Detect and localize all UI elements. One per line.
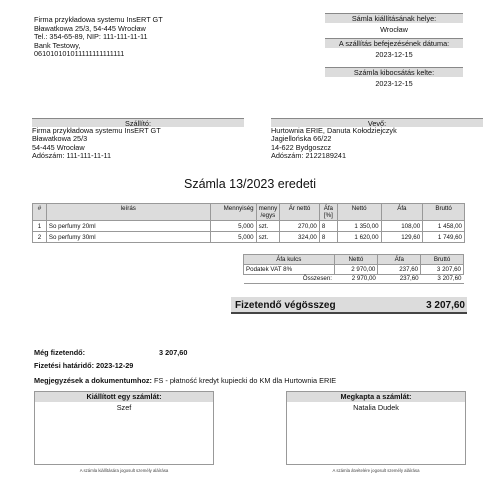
- vat-col-net: Nettó: [334, 255, 378, 265]
- col-header-no: #: [33, 204, 47, 221]
- vat-col-vat: Áfa: [378, 255, 421, 265]
- vat-col-rate: Áfa kulcs: [244, 255, 335, 265]
- seller-tax-id: Adószám: 111-111-11-11: [32, 151, 112, 161]
- vat-rate-name: Podatek VAT 8%: [244, 265, 335, 275]
- amount-to-pay-label: Fizetendő végösszeg: [235, 300, 336, 311]
- issue-date-label: Számla kibocsátás kelte:: [325, 67, 463, 77]
- vat-col-gross: Bruttó: [421, 255, 464, 265]
- delivery-date-value: 2023-12-15: [375, 50, 413, 59]
- remaining-value: 3 207,60: [159, 348, 188, 357]
- received-by-signature-note: A számla átvételére jogosult személy aláírása: [332, 468, 420, 473]
- issued-by-heading: Kiállított egy számlát:: [35, 392, 213, 402]
- row-net: 1 620,00: [337, 232, 381, 243]
- delivery-date-label: A szállítás befejezésének dátuma:: [325, 38, 463, 48]
- row-net-price: 324,00: [280, 232, 320, 243]
- items-header-row: [33, 204, 465, 221]
- buyer-tax-id: Adószám: 2122189241: [271, 151, 347, 161]
- vat-amount: 237,60: [378, 265, 421, 275]
- col-header-vat: Áfa: [381, 204, 423, 221]
- row-unit: szt.: [256, 232, 280, 243]
- notes-label: Megjegyzések a dokumentumhoz:: [34, 376, 152, 385]
- vat-gross: 3 207,60: [421, 265, 464, 275]
- buyer-name: Hurtownia ERIE, Danuta Kołodziejczyk: [271, 126, 397, 135]
- row-qty: 5,000: [210, 221, 256, 232]
- table-row: [33, 232, 465, 243]
- seller-header-name: Firma przykładowa systemu InsERT GT: [34, 15, 163, 24]
- row-no: 1: [33, 221, 47, 232]
- row-vat: 129,60: [381, 232, 423, 243]
- row-no: 2: [33, 232, 47, 243]
- table-row: [244, 265, 464, 275]
- row-desc: So perfumy 20ml: [46, 221, 210, 232]
- issued-by-signature-note: A számla kiállítására jogosult személy aláírása: [79, 468, 169, 473]
- row-qty: 5,000: [210, 232, 256, 243]
- vat-net: 2 970,00: [334, 265, 378, 275]
- buyer-city: 14-622 Bydgoszcz: [271, 142, 332, 152]
- seller-name: Firma przykładowa systemu InsERT GT: [32, 126, 161, 135]
- col-header-qty: Mennyiség: [210, 204, 256, 221]
- remaining-label: Még fizetendő:: [34, 348, 86, 357]
- received-by-name: Natalia Dudek: [353, 403, 399, 412]
- seller-header-account: 061010101011111111111111: [34, 49, 125, 59]
- buyer-heading: Vevő:: [271, 118, 483, 127]
- amount-to-pay-value: 3 207,60: [426, 300, 465, 311]
- payment-due-date: Fizetési határidő: 2023-12-29: [34, 361, 134, 370]
- notes-text: FS - płatność kredyt kupiecki do KM dla Hurtownia ERIE: [154, 376, 337, 385]
- issue-date-value: 2023-12-15: [375, 79, 413, 88]
- vat-header-row: [244, 255, 464, 265]
- place-of-issue-box: [325, 13, 463, 36]
- col-header-gross: Bruttó: [423, 204, 465, 221]
- row-gross: 1 749,60: [423, 232, 465, 243]
- vat-total-vat: 237,60: [378, 274, 421, 284]
- col-header-net: Nettó: [337, 204, 381, 221]
- seller-street: Bławatkowa 25/3: [32, 134, 88, 144]
- row-unit: szt.: [256, 221, 280, 232]
- place-of-issue-value: Wrocław: [380, 25, 408, 34]
- row-vat-rate: 8: [319, 232, 337, 243]
- document-title: Számla 13/2023 eredeti: [183, 177, 317, 191]
- remaining-amount: [34, 348, 188, 357]
- issue-date-box: [325, 67, 463, 90]
- received-by-box: [286, 391, 466, 465]
- seller-block: [32, 118, 244, 161]
- vat-total-gross: 3 207,60: [421, 274, 464, 284]
- row-gross: 1 458,00: [423, 221, 465, 232]
- row-desc: So perfumy 30ml: [46, 232, 210, 243]
- issued-by-name: Szef: [116, 403, 132, 412]
- items-table: [32, 203, 465, 243]
- col-header-unit: menny /egys: [256, 204, 280, 221]
- vat-total-net: 2 970,00: [334, 274, 378, 284]
- seller-header: [34, 16, 274, 59]
- row-vat-rate: 8: [319, 221, 337, 232]
- col-header-vat-rate: Áfa [%]: [319, 204, 337, 221]
- row-net-price: 270,00: [280, 221, 320, 232]
- seller-header-bank: Bank Testowy,: [34, 40, 81, 50]
- buyer-street: Jagiellońska 66/22: [271, 134, 332, 144]
- vat-total-label: Összesen:: [244, 274, 335, 284]
- buyer-block: [271, 118, 483, 161]
- row-vat: 108,00: [381, 221, 423, 232]
- received-by-heading: Megkapta a számlát:: [287, 392, 465, 402]
- table-row: [33, 221, 465, 232]
- delivery-date-box: [325, 38, 463, 61]
- document-notes: [34, 376, 336, 385]
- seller-heading: Szállító:: [32, 118, 244, 127]
- place-of-issue-label: Sámla kiállításának helye:: [325, 13, 463, 23]
- issued-by-box: [34, 391, 214, 465]
- col-header-net-price: Ár nettó: [280, 204, 320, 221]
- seller-header-contact: Tel.: 354-65-89, NIP: 111-111-11-11: [34, 32, 148, 42]
- seller-header-address: Bławatkowa 25/3, 54-445 Wrocław: [34, 23, 146, 33]
- vat-summary-table: [243, 254, 464, 284]
- vat-total-row: [244, 274, 464, 284]
- row-net: 1 350,00: [337, 221, 381, 232]
- seller-city: 54-445 Wrocław: [32, 142, 85, 152]
- amount-to-pay: [231, 297, 467, 314]
- col-header-desc: leírás: [46, 204, 210, 221]
